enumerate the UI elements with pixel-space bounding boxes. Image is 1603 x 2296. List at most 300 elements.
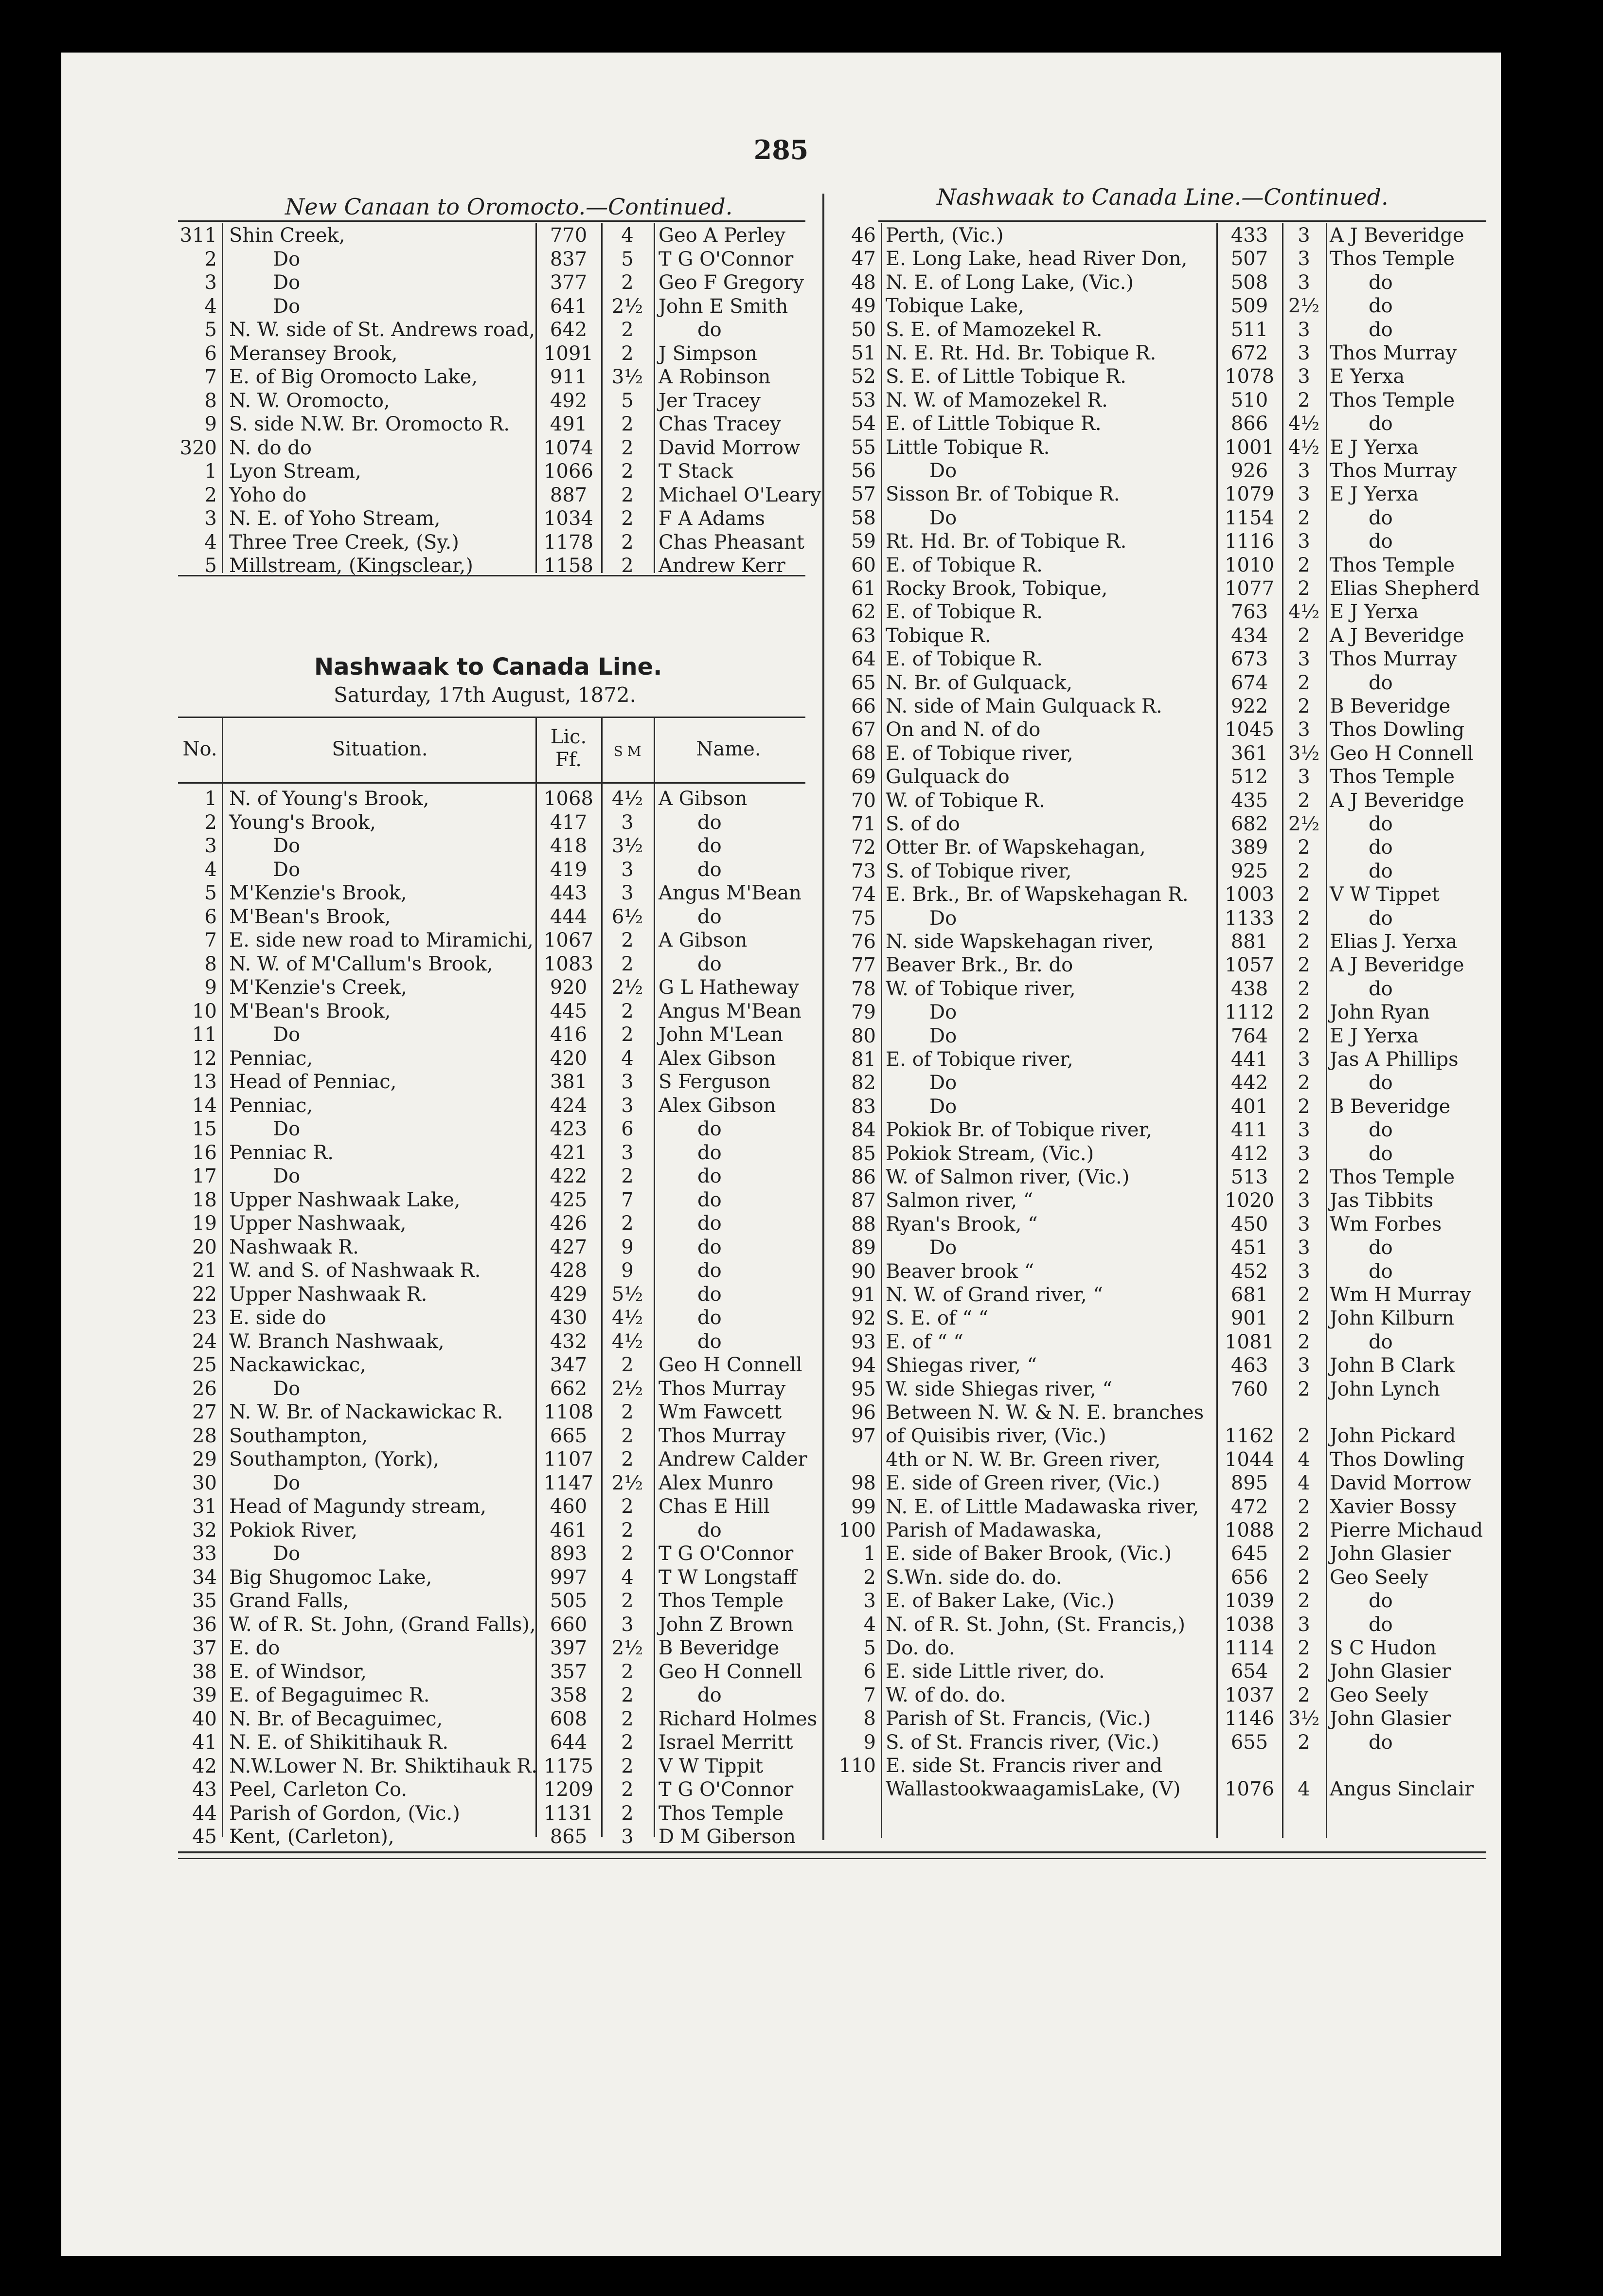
situation: Do (273, 1165, 301, 1187)
lic-ff: 1154 (1225, 506, 1274, 529)
situation: S. of Tobique river, (886, 860, 1072, 882)
lic-ff: 641 (550, 295, 588, 318)
lot-number: 71 (851, 813, 876, 835)
lic-ff: 660 (550, 1613, 588, 1636)
lic-ff: 443 (550, 882, 588, 904)
sm: 2 (1298, 577, 1310, 600)
lot-number: 24 (192, 1330, 217, 1353)
lic-ff: 513 (1230, 1166, 1268, 1188)
holder-name: Thos Temple (1330, 766, 1455, 789)
sm: 2 (1298, 1684, 1310, 1706)
sm: 2 (1298, 1731, 1310, 1754)
situation: Do (929, 1001, 957, 1024)
lot-number: 8 (204, 952, 217, 975)
lot-number: 32 (192, 1519, 217, 1542)
lic-ff: 1083 (544, 952, 593, 975)
situation: N. Br. of Gulquack, (886, 671, 1073, 694)
holder-name: John Pickard (1330, 1425, 1456, 1448)
sm: 2 (1298, 1566, 1310, 1589)
lot-number: 81 (851, 1048, 876, 1071)
situation: Do (273, 1023, 301, 1046)
sm: 6 (621, 1118, 634, 1140)
sm: 2 (1298, 1660, 1310, 1683)
lot-number: 70 (851, 789, 876, 812)
lot-number: 28 (192, 1424, 217, 1447)
situation: W. side Shiegas river, “ (886, 1378, 1112, 1400)
lot-number: 75 (851, 907, 876, 930)
sm: 9 (621, 1259, 634, 1282)
lic-ff: 925 (1230, 860, 1268, 882)
left-continued-heading: New Canaan to Oromocto.—Continued. (285, 194, 733, 220)
lic-ff: 441 (1230, 1048, 1268, 1071)
holder-name: Thos Temple (659, 1590, 784, 1612)
lic-ff: 444 (550, 905, 588, 928)
lot-number: 64 (851, 648, 876, 671)
lot-number: 16 (192, 1141, 217, 1164)
lot-number: 8 (204, 389, 217, 412)
section-date: Saturday, 17th August, 1872. (334, 683, 637, 707)
situation: Do (929, 1072, 957, 1094)
lic-ff: 1091 (544, 342, 593, 365)
situation: Lyon Stream, (229, 460, 361, 483)
lic-ff: 417 (550, 811, 588, 834)
lic-ff: 422 (550, 1165, 588, 1187)
lot-number: 22 (192, 1283, 217, 1306)
holder-name: T G O'Connor (659, 248, 794, 270)
holder-name: A Robinson (659, 366, 771, 388)
situation: N. do do (229, 436, 312, 459)
lot-number: 91 (851, 1284, 876, 1306)
holder-name: do (697, 1330, 722, 1353)
holder-name: do (697, 858, 722, 881)
situation: N. E. of Yoho Stream, (229, 507, 441, 530)
situation: Upper Nashwaak R. (229, 1283, 427, 1306)
situation: E. of Little Tobique R. (886, 413, 1102, 435)
lic-ff: 893 (550, 1543, 588, 1565)
lic-ff: 1020 (1225, 1189, 1274, 1212)
sm: 9 (621, 1236, 634, 1258)
sm: 5½ (611, 1283, 643, 1306)
sm: 4 (1298, 1448, 1310, 1471)
holder-name: Israel Merritt (659, 1731, 793, 1754)
sm: 2 (621, 531, 634, 554)
lic-ff: 426 (550, 1212, 588, 1235)
situation: E. side Little river, do. (886, 1660, 1105, 1683)
lot-number: 79 (851, 1001, 876, 1024)
lic-ff: 1044 (1225, 1448, 1274, 1471)
lot-number: 6 (204, 905, 217, 928)
lic-ff: 509 (1230, 295, 1268, 318)
sm: 2 (1298, 1519, 1310, 1542)
situation: Peel, Carleton Co. (229, 1778, 408, 1801)
holder-name: Elias J. Yerxa (1330, 931, 1458, 953)
holder-name: do (1369, 1613, 1393, 1636)
holder-name: B Beveridge (1330, 1095, 1451, 1118)
sm: 3 (1298, 365, 1310, 388)
lic-ff: 763 (1230, 601, 1268, 624)
holder-name: do (1369, 1119, 1393, 1142)
lot-number: 92 (851, 1307, 876, 1330)
lot-number: 68 (851, 742, 876, 765)
lot-number: 86 (851, 1166, 876, 1188)
situation: Sisson Br. of Tobique R. (886, 483, 1120, 506)
lot-number: 19 (192, 1212, 217, 1235)
sm: 3 (1298, 1189, 1310, 1212)
sm: 2 (621, 1000, 634, 1022)
sm: 3 (1298, 1119, 1310, 1142)
header-no: No. (182, 738, 217, 760)
lic-ff: 450 (1230, 1213, 1268, 1236)
situation: Parish of St. Francis, (Vic.) (886, 1707, 1151, 1730)
situation: Do (273, 1118, 301, 1140)
lic-ff: 397 (550, 1637, 588, 1659)
lic-ff: 1116 (1225, 530, 1274, 553)
sm: 2 (621, 1165, 634, 1187)
sm: 2 (1298, 1637, 1310, 1659)
holder-name: Chas E Hill (659, 1495, 770, 1518)
lot-number: 61 (851, 577, 876, 600)
lic-ff: 507 (1230, 248, 1268, 270)
lot-number: 27 (192, 1401, 217, 1423)
holder-name: David Morrow (1330, 1472, 1472, 1495)
sm: 2 (1298, 789, 1310, 812)
lic-ff: 926 (1230, 460, 1268, 482)
situation: Tobique R. (886, 624, 991, 647)
holder-name: do (1369, 977, 1393, 1000)
lot-number: 30 (192, 1471, 217, 1494)
holder-name: Thos Temple (1330, 554, 1455, 576)
lic-ff: 1146 (1225, 1707, 1274, 1730)
holder-name: John M'Lean (659, 1023, 784, 1046)
sm: 2 (621, 1023, 634, 1046)
sm: 3 (1298, 460, 1310, 482)
holder-name: do (1369, 1260, 1393, 1283)
holder-name: A J Beveridge (1330, 954, 1464, 977)
sm: 2 (621, 1543, 634, 1565)
situation: Penniac R. (229, 1141, 334, 1164)
lot-number: 9 (863, 1731, 876, 1754)
lot-number: 40 (192, 1707, 217, 1730)
right-continued-heading: Nashwaak to Canada Line.—Continued. (937, 184, 1389, 210)
lot-number: 96 (851, 1401, 876, 1424)
lot-number: 50 (851, 318, 876, 341)
lic-ff: 1034 (544, 507, 593, 530)
holder-name: Angus M'Bean (659, 882, 802, 904)
header-sm: S M (613, 743, 641, 759)
lot-number: 5 (204, 555, 217, 577)
lic-ff: 508 (1230, 271, 1268, 294)
holder-name: do (697, 952, 722, 975)
holder-name: Pierre Michaud (1330, 1519, 1483, 1542)
lic-ff: 510 (1230, 389, 1268, 412)
sm: 4 (1298, 1778, 1310, 1801)
sm: 4½ (611, 788, 643, 810)
sm: 2 (1298, 1284, 1310, 1306)
table-header-top-rule (178, 717, 805, 718)
lic-ff: 423 (550, 1118, 588, 1140)
situation: N. W. of Grand river, “ (886, 1284, 1103, 1306)
sm: 3 (1298, 1213, 1310, 1236)
sm: 2 (621, 1731, 634, 1754)
lic-ff: 681 (1230, 1284, 1268, 1306)
left-col-rule (654, 718, 655, 1837)
holder-name: E J Yerxa (1330, 601, 1419, 624)
header-ff: Ff. (555, 749, 582, 771)
holder-name: A J Beveridge (1330, 789, 1464, 812)
holder-name: Geo F Gregory (659, 271, 804, 294)
situation: Grand Falls, (229, 1590, 349, 1612)
sm: 2 (1298, 1495, 1310, 1518)
sm: 2 (621, 484, 634, 506)
lot-number: 2 (863, 1566, 876, 1589)
lic-ff: 1131 (544, 1802, 593, 1825)
right-col-rule (881, 223, 882, 1838)
sm: 4½ (611, 1307, 643, 1329)
lot-number: 5 (204, 882, 217, 904)
sm: 2 (621, 1660, 634, 1683)
lic-ff: 674 (1230, 671, 1268, 694)
lot-number: 3 (863, 1590, 876, 1613)
holder-name: do (697, 1236, 722, 1258)
sm: 2 (1298, 1072, 1310, 1094)
lic-ff: 512 (1230, 766, 1268, 789)
lic-ff: 451 (1230, 1237, 1268, 1259)
holder-name: do (697, 319, 722, 341)
situation: N. W. of M'Callum's Brook, (229, 952, 493, 975)
sm: 3 (1298, 1142, 1310, 1165)
lic-ff: 895 (1230, 1472, 1268, 1495)
holder-name: T Stack (659, 460, 733, 483)
holder-name: Thos Dowling (1330, 1448, 1465, 1471)
lot-number: 82 (851, 1072, 876, 1094)
sm: 2½ (611, 1637, 643, 1659)
situation: Do (273, 295, 301, 318)
holder-name: E Yerxa (1330, 365, 1405, 388)
sm: 2 (621, 1755, 634, 1777)
sm: 2 (1298, 1166, 1310, 1188)
lic-ff: 1114 (1225, 1637, 1274, 1659)
holder-name: do (697, 1283, 722, 1306)
holder-name: do (1369, 1072, 1393, 1094)
lic-ff: 491 (550, 413, 588, 435)
lot-number: 29 (192, 1448, 217, 1471)
holder-name: Andrew Kerr (659, 555, 785, 577)
holder-name: do (1369, 813, 1393, 835)
sm: 2 (621, 1424, 634, 1447)
holder-name: do (1369, 907, 1393, 930)
lic-ff: 472 (1230, 1495, 1268, 1518)
section-title: Nashwaak to Canada Line. (314, 653, 662, 681)
situation: Upper Nashwaak Lake, (229, 1188, 461, 1211)
right-col-rule (1326, 223, 1327, 1838)
situation: M'Bean's Brook, (229, 905, 391, 928)
lic-ff: 1039 (1225, 1590, 1274, 1613)
situation: N. W. of Mamozekel R. (886, 389, 1108, 412)
situation: E. of Tobique river, (886, 1048, 1073, 1071)
left-top-col-rule (222, 223, 223, 573)
holder-name: Geo H Connell (659, 1660, 802, 1683)
sm: 2 (621, 1519, 634, 1542)
lot-number: 21 (192, 1259, 217, 1282)
situation: N. W. side of St. Andrews road, (229, 319, 535, 341)
holder-name: do (697, 1118, 722, 1140)
lic-ff: 461 (550, 1519, 588, 1542)
lic-ff: 427 (550, 1236, 588, 1258)
lot-number: 13 (192, 1071, 217, 1093)
sm: 2 (1298, 931, 1310, 953)
holder-name: V W Tippit (659, 1755, 763, 1777)
sm: 3 (1298, 1237, 1310, 1259)
lic-ff: 764 (1230, 1024, 1268, 1047)
lot-number: 84 (851, 1119, 876, 1142)
lic-ff: 1074 (544, 436, 593, 459)
situation: N. W. Oromocto, (229, 389, 390, 412)
lot-number: 77 (851, 954, 876, 977)
holder-name: Thos Temple (1330, 1166, 1455, 1188)
holder-name: E J Yerxa (1330, 483, 1419, 506)
situation: E. of Baker Lake, (Vic.) (886, 1590, 1115, 1613)
holder-name: Geo Seely (1330, 1684, 1428, 1706)
lic-ff: 997 (550, 1566, 588, 1589)
holder-name: E J Yerxa (1330, 436, 1419, 459)
situation: N. of Young's Brook, (229, 788, 429, 810)
sm: 2 (1298, 1378, 1310, 1400)
holder-name: Michael O'Leary (659, 484, 821, 506)
lic-ff: 837 (550, 248, 588, 270)
situation: N. side Wapskehagan river, (886, 931, 1154, 953)
sm: 4½ (611, 1330, 643, 1353)
sm: 2 (1298, 695, 1310, 718)
holder-name: Geo A Perley (659, 224, 785, 247)
holder-name: Elias Shepherd (1330, 577, 1480, 600)
lic-ff: 428 (550, 1259, 588, 1282)
sm: 4 (621, 224, 634, 247)
lot-number: 34 (192, 1566, 217, 1589)
holder-name: Thos Murray (1330, 460, 1457, 482)
lic-ff: 1001 (1225, 436, 1274, 459)
situation: Gulquack do (886, 766, 1010, 789)
holder-name: do (697, 835, 722, 857)
lot-number: 9 (204, 976, 217, 999)
sm: 2 (621, 319, 634, 341)
holder-name: S C Hudon (1330, 1637, 1437, 1659)
sm: 2 (1298, 860, 1310, 882)
holder-name: Thos Murray (1330, 342, 1457, 364)
lot-number: 46 (851, 224, 876, 247)
sm: 4½ (1288, 436, 1320, 459)
lic-ff: 866 (1230, 413, 1268, 435)
situation: W. and S. of Nashwaak R. (229, 1259, 481, 1282)
lot-number: 1 (863, 1543, 876, 1565)
lic-ff: 1078 (1225, 365, 1274, 388)
holder-name: Thos Temple (659, 1802, 784, 1825)
situation: Do (929, 1024, 957, 1047)
sm: 3 (1298, 483, 1310, 506)
lic-ff: 1079 (1225, 483, 1274, 506)
sm: 3 (1298, 648, 1310, 671)
holder-name: Xavier Bossy (1330, 1495, 1457, 1518)
lic-ff: 505 (550, 1590, 588, 1612)
lic-ff: 438 (1230, 977, 1268, 1000)
holder-name: John E Smith (659, 295, 788, 318)
lic-ff: 463 (1230, 1354, 1268, 1377)
situation: Parish of Gordon, (Vic.) (229, 1802, 460, 1825)
situation: E. side of Green river, (Vic.) (886, 1472, 1160, 1495)
sm: 3 (621, 1094, 634, 1117)
sm: 3½ (611, 835, 643, 857)
sm: 2 (1298, 1590, 1310, 1613)
lic-ff: 1067 (544, 929, 593, 951)
holder-name: do (697, 1141, 722, 1164)
lot-number: 23 (192, 1307, 217, 1329)
lot-number: 4 (863, 1613, 876, 1636)
lic-ff: 416 (550, 1023, 588, 1046)
sm: 4½ (1288, 601, 1320, 624)
situation: Do (273, 835, 301, 857)
lot-number: 97 (851, 1425, 876, 1448)
document-page (61, 53, 1501, 2256)
lic-ff: 656 (1230, 1566, 1268, 1589)
lot-number: 20 (192, 1236, 217, 1258)
sm: 3 (621, 1613, 634, 1636)
lic-ff: 642 (550, 319, 588, 341)
situation: Do (273, 248, 301, 270)
situation: Pokiok River, (229, 1519, 358, 1542)
lot-number: 48 (851, 271, 876, 294)
situation: W. of do. do. (886, 1684, 1006, 1706)
sm: 2½ (611, 976, 643, 999)
situation: E. of Tobique R. (886, 601, 1043, 624)
lic-ff: 1010 (1225, 554, 1274, 576)
sm: 2 (621, 1802, 634, 1825)
lot-number: 8 (863, 1707, 876, 1730)
sm: 3 (1298, 271, 1310, 294)
lot-number: 3 (204, 835, 217, 857)
holder-name: Jas Tibbits (1330, 1189, 1434, 1212)
sm: 2 (1298, 883, 1310, 906)
holder-name: D M Giberson (659, 1826, 796, 1848)
lot-number: 49 (851, 295, 876, 318)
holder-name: do (697, 1307, 722, 1329)
lic-ff: 644 (550, 1731, 588, 1754)
lot-number: 51 (851, 342, 876, 364)
sm: 2 (1298, 506, 1310, 529)
lot-number: 93 (851, 1330, 876, 1353)
lot-number: 52 (851, 365, 876, 388)
holder-name: do (1369, 1142, 1393, 1165)
sm: 2 (621, 1590, 634, 1612)
sm: 2 (621, 271, 634, 294)
sm: 2 (1298, 389, 1310, 412)
lic-ff: 1077 (1225, 577, 1274, 600)
lic-ff: 361 (1230, 742, 1268, 765)
holder-name: do (1369, 836, 1393, 859)
situation: Nackawickac, (229, 1354, 366, 1376)
situation: Beaver Brk., Br. do (886, 954, 1073, 977)
sm: 2 (1298, 836, 1310, 859)
situation: E. of Big Oromocto Lake, (229, 366, 478, 388)
lot-number: 3 (204, 507, 217, 530)
holder-name: Jas A Phillips (1330, 1048, 1459, 1071)
holder-name: do (1369, 671, 1393, 694)
sm: 2 (621, 460, 634, 483)
lot-number: 99 (851, 1495, 876, 1518)
situation: On and N. of do (886, 718, 1041, 741)
sm: 3 (1298, 1048, 1310, 1071)
situation: E. of “ “ (886, 1330, 963, 1353)
sm: 3 (621, 811, 634, 834)
lic-ff: 511 (1230, 318, 1268, 341)
